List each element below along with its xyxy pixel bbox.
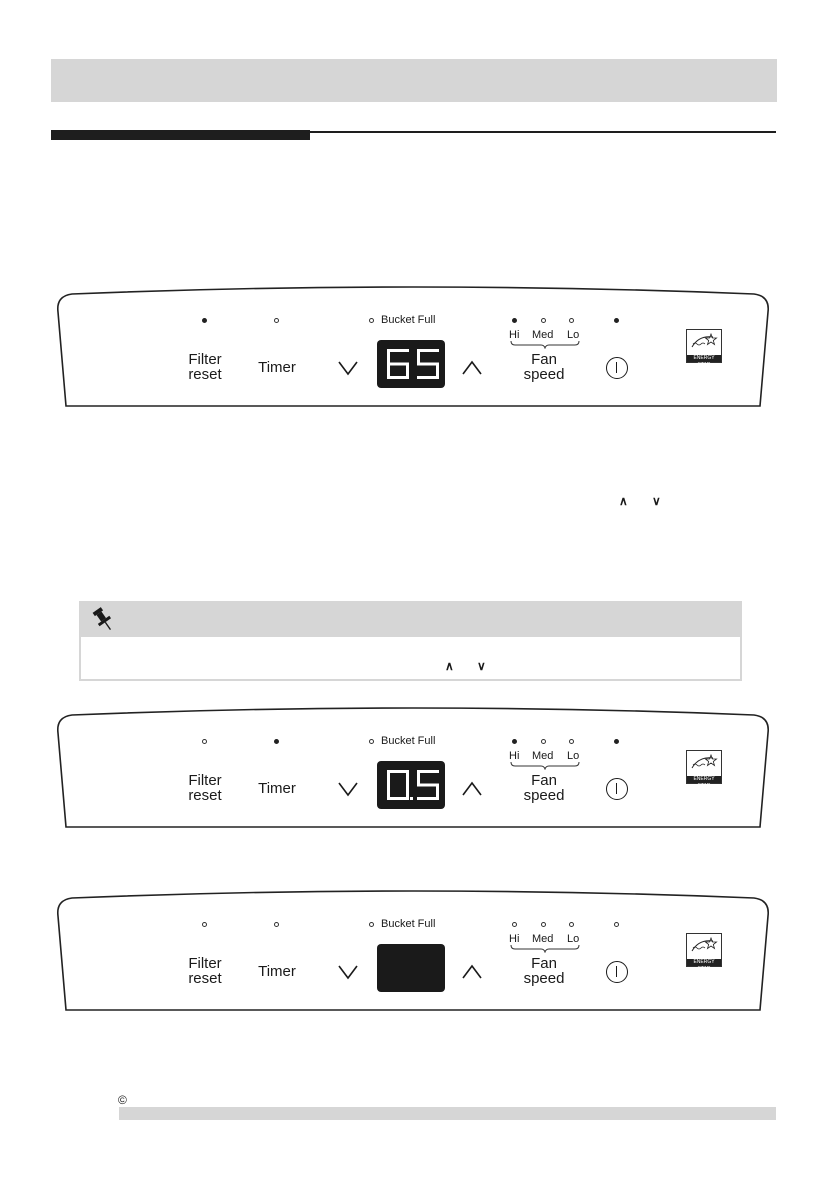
reset-label: reset	[188, 366, 222, 383]
note-box	[79, 601, 742, 681]
fan-speed-brace	[510, 945, 580, 953]
fan-lo-led	[569, 318, 574, 323]
fan-lo-led	[569, 739, 574, 744]
power-led	[614, 739, 619, 744]
fan-speed-brace	[510, 762, 580, 770]
fan-label: Fan	[531, 351, 557, 368]
segment-f	[417, 770, 420, 785]
speed-label: speed	[523, 970, 565, 987]
humidity-display	[377, 340, 445, 388]
note-header	[81, 603, 740, 637]
display-digits	[377, 944, 445, 992]
power-button-icon[interactable]	[606, 357, 628, 379]
timer-button[interactable]: Timer	[258, 359, 296, 376]
note-down-arrow-icon: ∨	[477, 659, 486, 673]
display-digits	[377, 340, 445, 388]
energy-star-label: ENERGY STAR	[687, 776, 721, 783]
segment-g	[417, 363, 439, 366]
body-up-arrow-icon: ∧	[619, 494, 628, 508]
timer-led	[274, 318, 279, 323]
body-down-arrow-icon: ∨	[652, 494, 661, 508]
humidity-display	[377, 761, 445, 809]
decimal-point	[410, 797, 413, 800]
energy-star-logo	[686, 750, 722, 789]
fan-label: Fan	[531, 772, 557, 789]
copyright-symbol: ©	[118, 1093, 127, 1107]
control-panel-2	[50, 707, 776, 832]
segment-d	[387, 797, 409, 800]
energy-star-label: ENERGY STAR	[687, 959, 721, 966]
energy-star-logo	[686, 329, 722, 368]
down-arrow-icon[interactable]	[337, 964, 359, 980]
fan-lo-label: Lo	[567, 329, 580, 341]
footer-bar	[119, 1107, 776, 1120]
energy-star-logo	[686, 933, 722, 972]
control-panel-1	[50, 286, 776, 411]
up-arrow-icon[interactable]	[461, 964, 483, 980]
timer-button[interactable]: Timer	[258, 780, 296, 797]
up-arrow-icon[interactable]	[461, 781, 483, 797]
note-up-arrow-icon: ∧	[445, 659, 454, 673]
filter-label: Filter	[188, 772, 222, 789]
fan-hi-led	[512, 739, 517, 744]
bucket-full-led	[369, 922, 374, 927]
filter-reset-led	[202, 739, 207, 744]
power-led	[614, 318, 619, 323]
humidity-display	[377, 944, 445, 992]
segment-a	[417, 770, 439, 773]
segment-d	[417, 376, 439, 379]
fan-hi-label: Hi	[509, 933, 520, 945]
segment-b	[406, 770, 409, 785]
fan-lo-label: Lo	[567, 750, 580, 762]
segment-f	[387, 349, 390, 364]
fan-speed-brace	[510, 341, 580, 349]
section-header-bar	[51, 59, 777, 102]
segment-c	[406, 364, 409, 379]
down-arrow-icon[interactable]	[337, 781, 359, 797]
energy-star-icon	[689, 752, 719, 776]
fan-med-label: Med	[532, 933, 554, 945]
speed-label: speed	[523, 366, 565, 383]
filter-label: Filter	[188, 351, 222, 368]
segment-e	[387, 785, 390, 800]
timer-led	[274, 739, 279, 744]
fan-med-led	[541, 922, 546, 927]
bucket-full-label: Bucket Full	[381, 918, 436, 930]
power-button-icon[interactable]	[606, 778, 628, 800]
bucket-full-led	[369, 318, 374, 323]
energy-star-icon	[689, 935, 719, 959]
up-arrow-icon[interactable]	[461, 360, 483, 376]
fan-hi-label: Hi	[509, 329, 520, 341]
segment-d	[417, 797, 439, 800]
timer-button[interactable]: Timer	[258, 963, 296, 980]
down-arrow-icon[interactable]	[337, 360, 359, 376]
segment-f	[417, 349, 420, 364]
fan-hi-led	[512, 318, 517, 323]
fan-lo-led	[569, 922, 574, 927]
segment-f	[387, 770, 390, 785]
filter-reset-led	[202, 318, 207, 323]
section-rule-thick	[51, 130, 310, 140]
fan-hi-led	[512, 922, 517, 927]
control-panel-3	[50, 890, 776, 1015]
speed-label: speed	[523, 787, 565, 804]
segment-a	[387, 349, 409, 352]
segment-d	[387, 376, 409, 379]
power-led	[614, 922, 619, 927]
segment-g	[417, 784, 439, 787]
fan-lo-label: Lo	[567, 933, 580, 945]
fan-med-label: Med	[532, 750, 554, 762]
section-rule-thin	[310, 131, 776, 133]
filter-label: Filter	[188, 955, 222, 972]
fan-label: Fan	[531, 955, 557, 972]
timer-led	[274, 922, 279, 927]
power-button-icon[interactable]	[606, 961, 628, 983]
segment-a	[387, 770, 409, 773]
fan-med-label: Med	[532, 329, 554, 341]
fan-hi-label: Hi	[509, 750, 520, 762]
reset-label: reset	[188, 787, 222, 804]
energy-star-label: ENERGY STAR	[687, 355, 721, 362]
fan-med-led	[541, 318, 546, 323]
energy-star-icon	[689, 331, 719, 355]
segment-a	[417, 349, 439, 352]
bucket-full-label: Bucket Full	[381, 735, 436, 747]
display-digits	[377, 761, 445, 809]
reset-label: reset	[188, 970, 222, 987]
bucket-full-led	[369, 739, 374, 744]
fan-med-led	[541, 739, 546, 744]
segment-g	[387, 363, 409, 366]
pushpin-icon	[89, 605, 117, 635]
bucket-full-label: Bucket Full	[381, 314, 436, 326]
filter-reset-led	[202, 922, 207, 927]
